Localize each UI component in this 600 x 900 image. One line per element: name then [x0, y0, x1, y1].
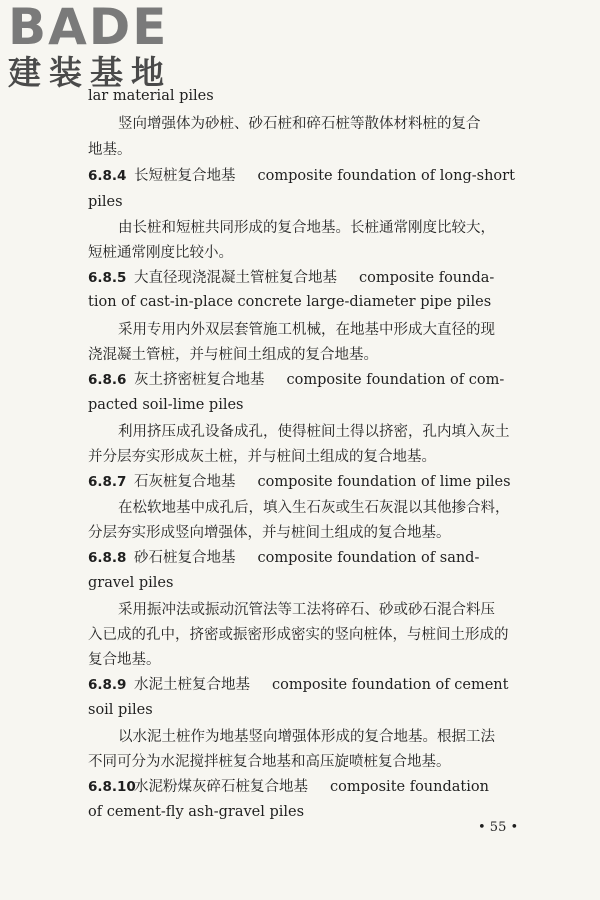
- text-line: gravel piles: [88, 575, 174, 591]
- term-english: composite foundation of lime piles: [257, 474, 511, 490]
- section-number: 6.8.7: [88, 474, 127, 490]
- term-chinese: 砂石桩复合地基: [134, 550, 236, 566]
- section-number: 6.8.10: [88, 779, 136, 795]
- term-english: composite foundation of sand-: [257, 550, 480, 566]
- text-line: tion of cast-in-place concrete large-diameter pipe piles: [88, 294, 492, 310]
- section-heading-6-8-5: [88, 268, 494, 288]
- definition-text: 分层夯实形成竖向增强体，并与桩间土组成的复合地基。: [88, 525, 451, 541]
- logo-chinese-name: 建装基地: [8, 53, 172, 92]
- definition-text: 以水泥土桩作为地基竖向增强体形成的复合地基。根据工法: [118, 729, 495, 745]
- section-heading-6-8-9: [88, 675, 508, 695]
- term-chinese: 水泥土桩复合地基: [134, 677, 250, 693]
- definition-text: 竖向增强体为砂桩、砂石桩和碎石桩等散体材料桩的复合: [118, 116, 481, 132]
- section-heading-6-8-7: [88, 472, 511, 492]
- term-english: composite foundation of com-: [286, 372, 505, 388]
- term-english: composite foundation: [330, 779, 489, 795]
- section-number: 6.8.9: [88, 677, 127, 693]
- term-english: composite founda-: [359, 270, 495, 286]
- definition-text: 并分层夯实形成灰土桩，并与桩间土组成的复合地基。: [88, 449, 436, 465]
- definition-text: 入已成的孔中，挤密或振密形成密实的竖向桩体，与桩间土形成的: [88, 627, 509, 643]
- term-chinese: 石灰桩复合地基: [134, 474, 236, 490]
- term-english: composite foundation of long-short: [257, 168, 515, 184]
- section-heading-6-8-6: [88, 370, 504, 390]
- definition-text: 不同可分为水泥搅拌桩复合地基和高压旋喷桩复合地基。: [88, 754, 451, 770]
- section-number: 6.8.4: [88, 168, 127, 184]
- text-line: lar material piles: [88, 88, 214, 104]
- term-chinese: 长短桩复合地基: [134, 168, 236, 184]
- section-number: 6.8.8: [88, 550, 127, 566]
- section-number: 6.8.6: [88, 372, 127, 388]
- text-line: of cement-fly ash-gravel piles: [88, 804, 305, 820]
- section-heading-6-8-4: [88, 166, 515, 186]
- publisher-logo: [8, 2, 198, 97]
- definition-text: 复合地基。: [88, 652, 161, 668]
- definition-text: 采用振冲法或振动沉管法等工法将碎石、砂或砂石混合料压: [118, 602, 495, 618]
- text-line: soil piles: [88, 702, 153, 718]
- section-number: 6.8.5: [88, 270, 127, 286]
- definition-text: 采用专用内外双层套管施工机械，在地基中形成大直径的现: [118, 322, 495, 338]
- section-heading-6-8-10: [88, 777, 489, 797]
- definition-text: 浇混凝土管桩，并与桩间土组成的复合地基。: [88, 347, 378, 363]
- definition-text: 地基。: [88, 142, 132, 158]
- definition-text: 在松软地基中成孔后，填入生石灰或生石灰混以其他掺合料，: [118, 500, 510, 516]
- logo-wordmark: BADE: [8, 0, 169, 56]
- definition-text: 由长桩和短桩共同形成的复合地基。长桩通常刚度比较大，: [118, 220, 495, 236]
- text-line: piles: [88, 194, 123, 210]
- term-english: composite foundation of cement: [272, 677, 509, 693]
- page-number: • 55 •: [478, 820, 519, 835]
- term-chinese: 水泥粉煤灰碎石桩复合地基: [134, 779, 308, 795]
- definition-text: 利用挤压成孔设备成孔，使得桩间土得以挤密，孔内填入灰土: [118, 424, 510, 440]
- term-chinese: 大直径现浇混凝土管桩复合地基: [134, 270, 337, 286]
- definition-text: 短桩通常刚度比较小。: [88, 245, 233, 261]
- section-heading-6-8-8: [88, 548, 479, 568]
- term-chinese: 灰土挤密桩复合地基: [134, 372, 265, 388]
- text-line: pacted soil-lime piles: [88, 397, 244, 413]
